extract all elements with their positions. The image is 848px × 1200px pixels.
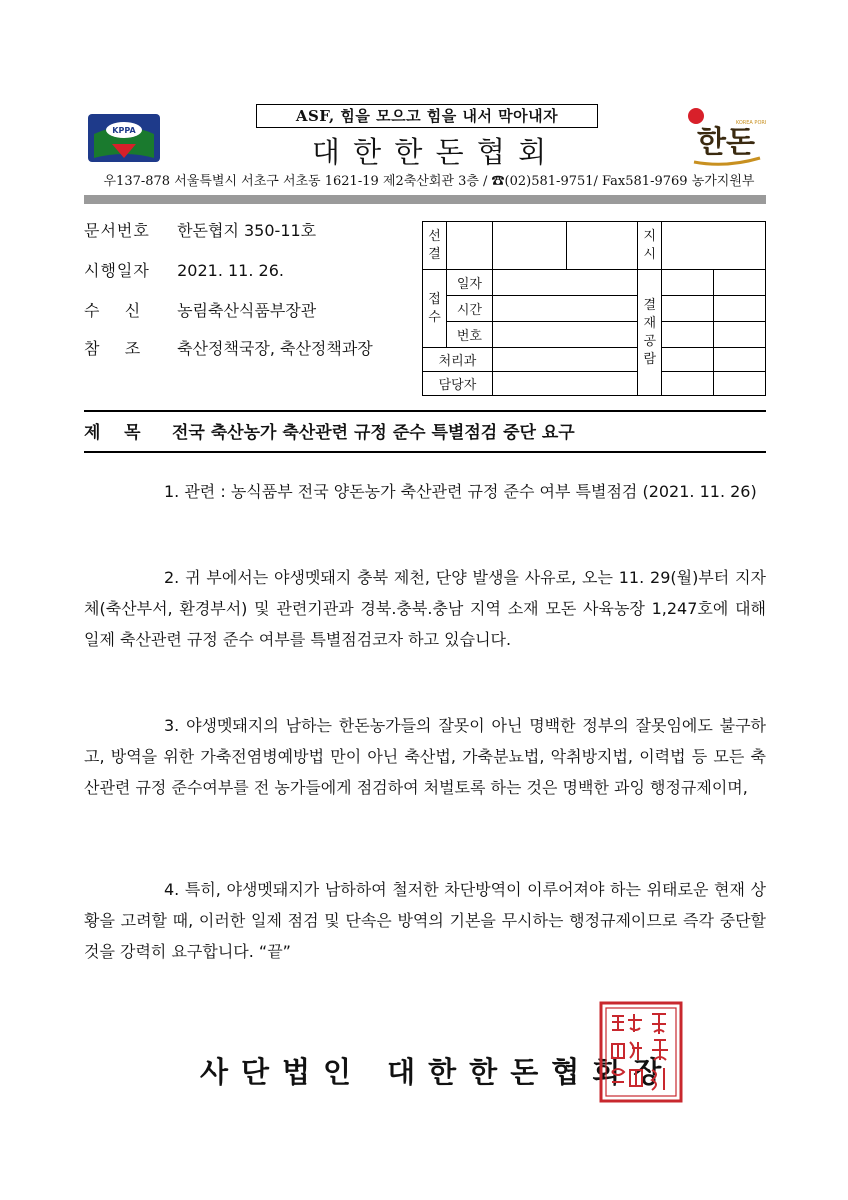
damdangja-box	[492, 372, 638, 396]
subject-label: 제 목	[84, 423, 141, 443]
date-row	[84, 258, 284, 284]
sigan-cell: 시간	[446, 296, 492, 322]
gyeoljae-box-7	[662, 348, 714, 372]
reference-row	[84, 336, 373, 362]
gyeoljae-box-2	[714, 270, 766, 296]
beonho-cell: 번호	[446, 322, 492, 348]
doc-number-row	[84, 218, 316, 244]
ilja-cell: 일자	[446, 270, 492, 296]
subject-text: 전국 축산농가 축산관련 규정 준수 특별점검 중단 요구	[172, 423, 575, 443]
seongyeol-box-1	[446, 222, 492, 270]
kppa-logo-text: KPPA	[112, 126, 136, 135]
brand-logo-text: 한돈	[697, 125, 755, 160]
jisi-cell: 지 시	[638, 222, 662, 270]
date-label: 시행일자	[84, 261, 150, 280]
body-paragraph-1: 1. 관련 : 농식품부 전국 양돈농가 축산관련 규정 준수 여부 특별점검 (2021. 11. 26)	[164, 482, 757, 501]
gyeoljae-box-5	[662, 322, 714, 348]
body-paragraph-2: 2. 귀 부에서는 야생멧돼지 충북 제천, 단양 발생을 사유로, 오는 11. 29(월)부터 지자체(축산부서, 환경부서) 및 관련기관과 경북.충북.충남 지역 소재 모돈 사육농장 1,247호에 대해 일제 축산관련 규정 준수 여부를 특별점검코자 하고 있습니다.	[84, 568, 766, 649]
gyeoljae-box-10	[714, 372, 766, 396]
reference: 축산정책국장, 축산정책과장	[177, 339, 373, 358]
body-paragraph-4: 4. 특히, 야생멧돼지가 남하하여 철저한 차단방역이 이루어져야 하는 위태로운 현재 상황을 고려할 때, 이러한 일제 점검 및 단속은 방역의 기본을 무시하는 행정규제이므로 즉각 중단할 것을 강력히 요구합니다. “끝”	[84, 880, 766, 961]
seongyeol-box-3	[566, 222, 638, 270]
subject-top-rule	[84, 410, 766, 412]
org-title: 대 한 한 돈 협 회	[311, 135, 549, 169]
reference-label: 참 조	[84, 339, 142, 358]
recipient: 농림축산식품부장관	[177, 301, 317, 320]
jeopsu-cell: 접 수	[423, 270, 447, 348]
gyeoljae-cell: 결 재 공 람	[638, 270, 662, 396]
date: 2021. 11. 26.	[177, 261, 284, 280]
approval-table	[422, 221, 766, 396]
gyeoljae-box-9	[662, 372, 714, 396]
handon-brand-logo	[686, 104, 766, 170]
subject-bottom-rule	[84, 451, 766, 453]
seongyeol-box-2	[492, 222, 566, 270]
brand-logo-sub: KOREA PORK	[735, 120, 766, 126]
sigan-box	[492, 296, 638, 322]
damdangja-cell: 담당자	[423, 372, 493, 396]
beonho-box	[492, 322, 638, 348]
official-seal-image	[598, 1000, 684, 1104]
doc-number: 한돈협지 350-11호	[177, 221, 317, 240]
slogan: ASF, 힘을 모으고 힘을 내서 막아내자	[256, 104, 598, 128]
ilja-box	[492, 270, 638, 296]
cheorigwa-cell: 처리과	[423, 348, 493, 372]
header-divider	[84, 195, 766, 204]
seongyeol-cell: 선 결	[423, 222, 447, 270]
jisi-box	[662, 222, 766, 270]
gyeoljae-box-3	[662, 296, 714, 322]
cheorigwa-box	[492, 348, 638, 372]
kppa-logo	[84, 110, 164, 166]
gyeoljae-box-8	[714, 348, 766, 372]
subject	[84, 418, 575, 448]
recipient-row	[84, 298, 316, 324]
gyeoljae-box-1	[662, 270, 714, 296]
gyeoljae-box-6	[714, 322, 766, 348]
signature: 사단법인 대한한돈협회장	[200, 1055, 675, 1089]
recipient-label: 수 신	[84, 301, 142, 320]
address: 우137-878 서울특별시 서초구 서초동 1621-19 제2축산회관 3층 / ☎(02)581-9751/ Fax581-9769 농가지원부	[103, 174, 755, 189]
doc-number-label: 문서번호	[84, 221, 150, 240]
gyeoljae-box-4	[714, 296, 766, 322]
body-paragraph-3: 3. 야생멧돼지의 남하는 한돈농가들의 잘못이 아닌 명백한 정부의 잘못임에도 불구하고, 방역을 위한 가축전염병예방법 만이 아닌 축산법, 가축분뇨법, 악취방지법, 이력법 등 모든 축산관련 규정 준수여부를 전 농가들에게 점검하여 처벌토록 하는 것은 명백한 과잉 행정규제이며,	[84, 716, 766, 797]
